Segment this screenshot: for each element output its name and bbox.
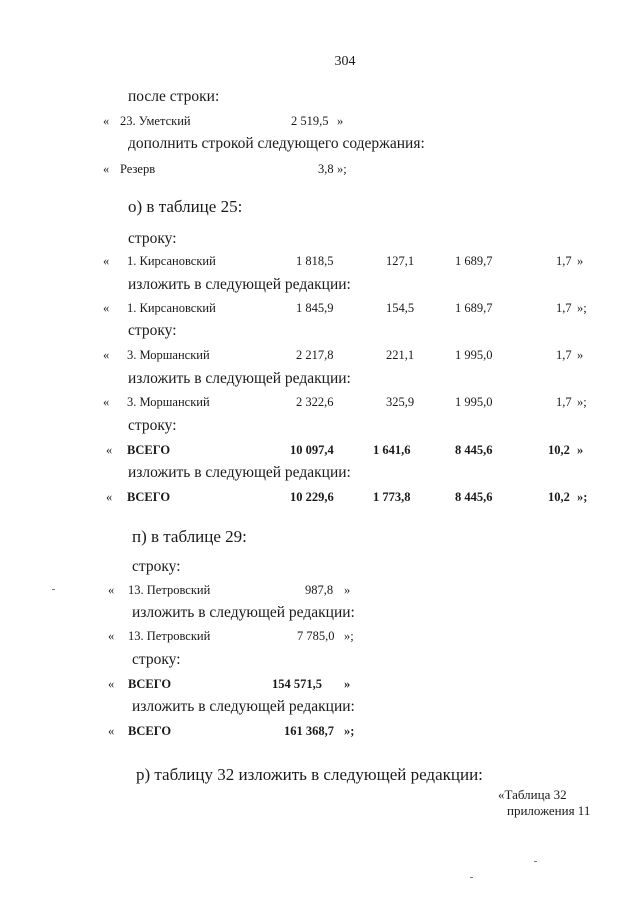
cell-col2: 1 641,6	[373, 443, 411, 457]
row-name: 23. Уметский	[120, 114, 191, 128]
cell-col3: 8 445,6	[455, 443, 493, 457]
cell-col2: 325,9	[386, 395, 415, 409]
cell-total: 2 217,8	[296, 348, 334, 362]
open-quote: «	[108, 724, 115, 738]
cell-col2: 127,1	[386, 254, 415, 268]
row-name: ВСЕГО	[127, 490, 171, 504]
instruction-line: изложить в следующей редакции:	[128, 370, 351, 387]
row-name: 13. Петровский	[128, 629, 211, 643]
close-quote: »	[337, 114, 344, 128]
row-name: 1. Кирсановский	[127, 301, 216, 315]
after-line-label: после строки:	[128, 88, 220, 105]
cell-total: 1 845,9	[296, 301, 334, 315]
row-value: 154 571,5	[272, 677, 322, 691]
open-quote: «	[103, 162, 110, 176]
close-quote: »	[577, 348, 584, 362]
cell-col3: 1 995,0	[455, 348, 493, 362]
instruction-line: изложить в следующей редакции:	[132, 698, 355, 715]
row-name: ВСЕГО	[128, 677, 172, 691]
cell-col3: 1 689,7	[455, 254, 493, 268]
cell-col2: 1 773,8	[373, 490, 411, 504]
scan-speck	[534, 861, 537, 862]
open-quote: «	[103, 395, 110, 409]
cell-col2: 221,1	[386, 348, 415, 362]
cell-col4: 1,7	[556, 395, 572, 409]
row-name: 13. Петровский	[128, 583, 211, 597]
cell-total: 10 097,4	[290, 443, 334, 457]
close-quote: »;	[577, 395, 587, 409]
table-row	[0, 114, 640, 132]
table-row	[0, 395, 640, 413]
cell-col2: 154,5	[386, 301, 415, 315]
instruction-line: строку:	[128, 417, 177, 434]
instruction-line: изложить в следующей редакции:	[128, 464, 351, 481]
close-quote: »	[577, 443, 584, 457]
row-name: Резерв	[120, 162, 156, 176]
table-row-total	[0, 677, 640, 695]
close-quote: »;	[577, 490, 588, 504]
add-line-label: дополнить строкой следующего содержания:	[128, 135, 425, 152]
close-quote: »;	[344, 724, 355, 738]
open-quote: «	[103, 254, 110, 268]
cell-total: 2 322,6	[296, 395, 334, 409]
section-heading-o: о) в таблице 25:	[128, 197, 243, 216]
section-heading-r: р) таблицу 32 изложить в следующей редакции:	[136, 765, 483, 784]
scan-speck	[470, 877, 473, 878]
scan-speck	[52, 589, 55, 590]
instruction-line: изложить в следующей редакции:	[128, 276, 351, 293]
table-row	[0, 583, 640, 601]
page-number: 304	[334, 54, 356, 69]
instruction-line: строку:	[132, 558, 181, 575]
close-quote: »;	[577, 301, 587, 315]
cell-col3: 1 689,7	[455, 301, 493, 315]
close-quote: »	[344, 583, 351, 597]
table-row-total	[0, 724, 640, 742]
row-value: 7 785,0	[297, 629, 335, 643]
row-name: 3. Моршанский	[127, 348, 210, 362]
instruction-line: строку:	[132, 651, 181, 668]
open-quote: «	[108, 629, 115, 643]
table-caption-line2: приложения 11	[507, 803, 591, 818]
open-quote: «	[108, 583, 115, 597]
cell-total: 1 818,5	[296, 254, 334, 268]
row-value: 3,8	[318, 162, 334, 176]
cell-col4: 1,7	[556, 254, 572, 268]
cell-col3: 1 995,0	[455, 395, 493, 409]
open-quote: «	[106, 490, 113, 504]
row-value: 2 519,5	[291, 114, 329, 128]
open-quote: «	[103, 301, 110, 315]
row-value: 161 368,7	[284, 724, 334, 738]
row-name: 3. Моршанский	[127, 395, 210, 409]
instruction-line: строку:	[128, 230, 177, 247]
row-name: 1. Кирсановский	[127, 254, 216, 268]
open-quote: «	[103, 348, 110, 362]
table-row	[0, 301, 640, 319]
section-heading-p: п) в таблице 29:	[132, 527, 247, 546]
cell-col3: 8 445,6	[455, 490, 493, 504]
instruction-line: изложить в следующей редакции:	[132, 604, 355, 621]
table-row-total	[0, 490, 640, 508]
close-quote: »	[344, 677, 351, 691]
open-quote: «	[106, 443, 113, 457]
table-row	[0, 348, 640, 366]
cell-col4: 10,2	[548, 490, 570, 504]
table-row	[0, 254, 640, 272]
close-quote: »;	[344, 629, 354, 643]
open-quote: «	[108, 677, 115, 691]
table-row	[0, 629, 640, 647]
cell-total: 10 229,6	[290, 490, 334, 504]
row-name: ВСЕГО	[128, 724, 172, 738]
row-name: ВСЕГО	[127, 443, 171, 457]
row-value: 987,8	[305, 583, 334, 597]
cell-col4: 1,7	[556, 301, 572, 315]
close-quote: »	[577, 254, 584, 268]
open-quote: «	[103, 114, 110, 128]
cell-col4: 1,7	[556, 348, 572, 362]
table-row-total	[0, 443, 640, 461]
cell-col4: 10,2	[548, 443, 570, 457]
close-quote: »;	[337, 162, 347, 176]
table-row	[0, 162, 640, 180]
table-caption-line1: «Таблица 32	[498, 787, 567, 802]
instruction-line: строку:	[128, 322, 177, 339]
